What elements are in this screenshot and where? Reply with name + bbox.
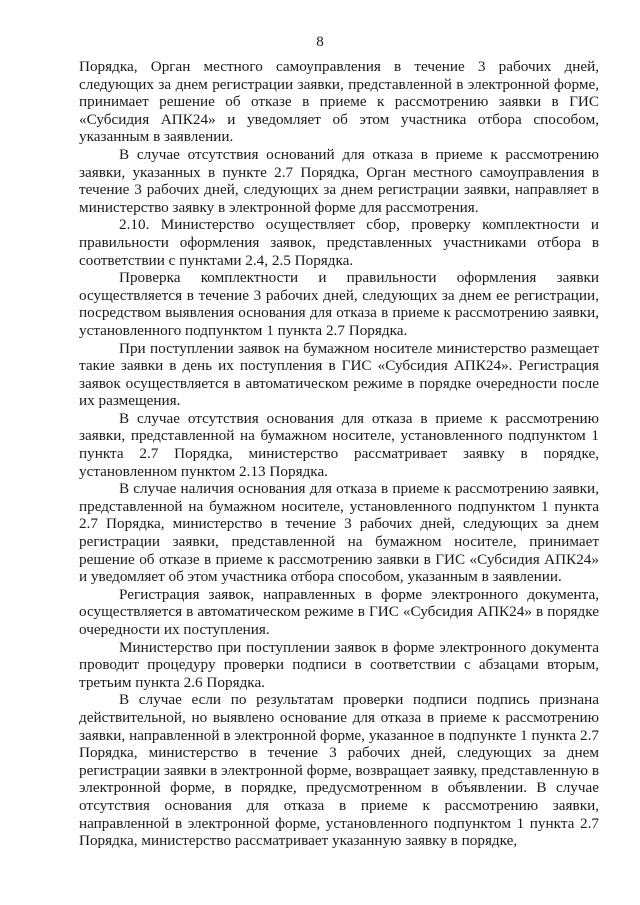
paragraph-4: Проверка комплектности и правильности оформления заявки осуществляется в течение 3 рабочих дней, следующих за днем ее регистрации, посредством выявления основания для отказа в приеме к рассмотрению заявки, установленного подпунктом 1 пункта 2.7 Порядка. (79, 269, 599, 339)
page-number: 8 (316, 34, 324, 50)
paragraph-2: В случае отсутствия оснований для отказа в приеме к рассмотрению заявки, указанных в пункте 2.7 Порядка, Орган местного самоуправления в течение 3 рабочих дней, следующих за днем регистрации заявки, направляет в министерство заявку в электронной форме для рассмотрения. (79, 145, 599, 216)
paragraph-3: 2.10. Министерство осуществляет сбор, проверку комплектности и правильности оформления заявок, представленных участниками отбора в соответствии с пунктами 2.4, 2.5 Порядка. (79, 216, 599, 269)
paragraph-9: Министерство при поступлении заявок в форме электронного документа проводит процедуру проверки подписи в соответствии с абзацами вторым, третьим пункта 2.6 Порядка. (79, 638, 599, 691)
paragraph-7: В случае наличия основания для отказа в приеме к рассмотрению заявки, представленной на бумажном носителе, установленного подпунктом 1 пункта 2.7 Порядка, министерство в течение 3 рабочих дней, следующих за днем регистрации заявки, представленной на бумажном носителе, принимает решение об отказе в приеме к рассмотрению заявки в ГИС «Субсидия АПК24» и уведомляет об этом участника отбора способом, указанным в заявлении. (79, 480, 599, 586)
document-body (79, 58, 599, 850)
paragraph-8: Регистрация заявок, направленных в форме электронного документа, осуществляется в автоматическом режиме в ГИС «Субсидия АПК24» в порядке очередности их поступления. (79, 585, 599, 638)
paragraph-5: При поступлении заявок на бумажном носителе министерство размещает такие заявки в день их поступления в ГИС «Субсидия АПК24». Регистрация заявок осуществляется в автоматическом режиме в порядке очередности после их размещения. (79, 339, 599, 410)
paragraph-6: В случае отсутствия основания для отказа в приеме к рассмотрению заявки, представленной на бумажном носителе, установленного подпунктом 1 пункта 2.7 Порядка, министерство рассматривает заявку в порядке, установленном пунктом 2.13 Порядка. (79, 409, 599, 480)
paragraph-10: В случае если по результатам проверки подписи подпись признана действительной, но выявлено основание для отказа в приеме к рассмотрению заявки, направленной в электронной форме, указанное в подпункте 1 пункта 2.7 Порядка, министерство в течение 3 рабочих дней, следующих за днем регистрации заявки в электронной форме, возвращает заявку, представленную в электронной форме, в порядке, предусмотренном в объявлении. В случае отсутствия основания для отказа в приеме к рассмотрению заявки, направленной в электронной форме, установленного подпунктом 1 пункта 2.7 Порядка, министерство рассматривает указанную заявку в порядке, (79, 691, 599, 850)
paragraph-1: Порядка, Орган местного самоуправления в течение 3 рабочих дней, следующих за днем регистрации заявки, представленной в электронной форме, принимает решение об отказе в приеме к рассмотрению заявки в ГИС «Субсидия АПК24» и уведомляет об этом участника отбора способом, указанным в заявлении. (79, 58, 599, 146)
